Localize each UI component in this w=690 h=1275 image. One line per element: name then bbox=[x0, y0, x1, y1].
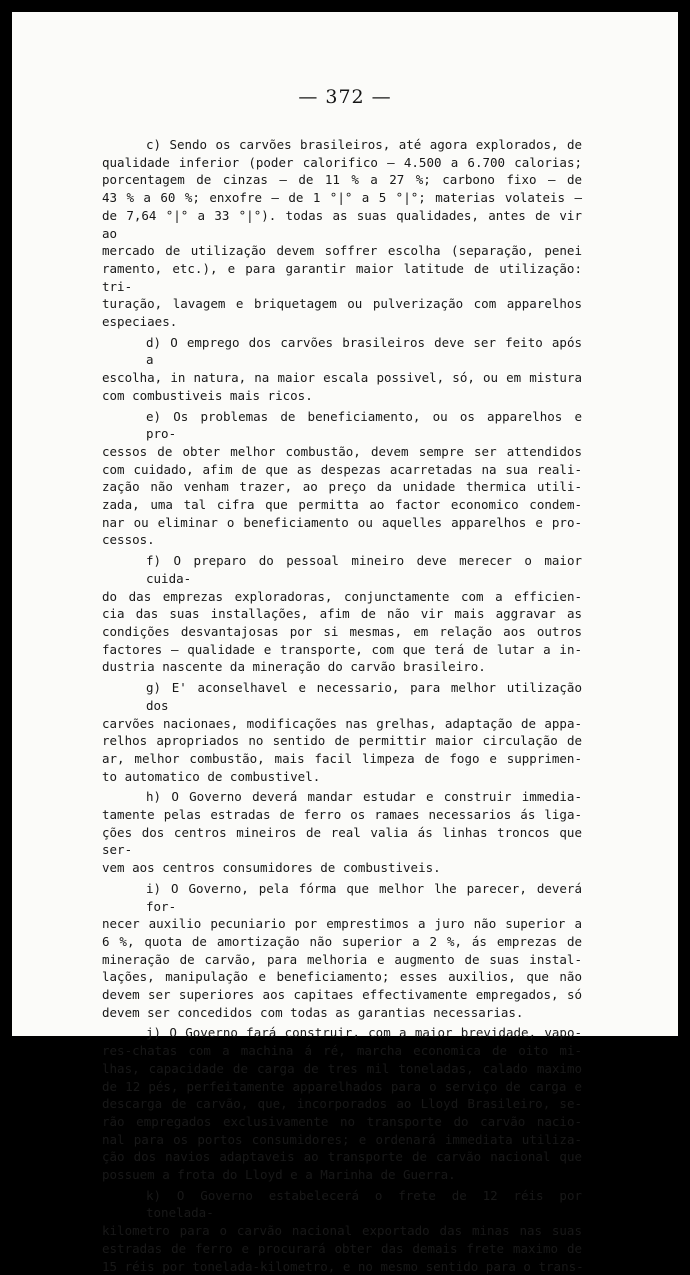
paragraph bbox=[102, 880, 582, 1022]
text-line: e) Os problemas de beneficiamento, ou os apparelhos e pro- bbox=[146, 408, 582, 442]
paragraph bbox=[102, 1024, 582, 1183]
paragraph bbox=[102, 136, 582, 331]
text-line: lações, manipulação e beneficiamento; esses auxilios, que não bbox=[102, 969, 582, 985]
text-line: g) E' aconselhavel e necessario, para melhor utilização dos bbox=[146, 680, 582, 713]
text-line: cessos. bbox=[102, 532, 155, 548]
text-line: carvões nacionaes, modificações nas grelhas, adaptação de appa- bbox=[102, 715, 582, 731]
text-line: de 12 pés, perfeitamente apparelhados para o serviço de carga e bbox=[102, 1078, 582, 1094]
text-line: com cuidado, afim de que as despezas acarretadas na sua reali- bbox=[102, 461, 582, 477]
text-line: relhos apropriados no sentido de permittir maior circulação de bbox=[102, 733, 582, 749]
text-line: mercado de utilização devem soffrer escolha (separação, penei bbox=[102, 243, 582, 259]
paragraph bbox=[102, 679, 582, 785]
text-line: ção dos navios adaptaveis ao transporte de carvão nacional que bbox=[102, 1149, 582, 1165]
text-line: 15 réis por tonelada-kilometro, e no mesmo sentido para o trans- bbox=[102, 1258, 584, 1274]
text-line: descarga de carvão, que, incorporados ao Lloyd Brasileiro, se- bbox=[102, 1096, 582, 1112]
text-line: especiaes. bbox=[102, 314, 178, 330]
text-line: lhas, capacidade de carga de tres mil toneladas, calado maximo bbox=[102, 1060, 582, 1076]
text-line: j) O Governo fará construir, com a maior brevidade, vapo- bbox=[146, 1025, 582, 1041]
text-line: condições desvantajosas por si mesmas, em relação aos outros bbox=[102, 623, 582, 639]
text-line: f) O preparo do pessoal mineiro deve merecer o maior cuida- bbox=[146, 553, 582, 586]
text-line: dustria nascente da mineração do carvão brasileiro. bbox=[102, 659, 486, 675]
text-line: kilometro para o carvão nacional exportado das minas nas suas bbox=[102, 1223, 582, 1239]
text-line: estradas de ferro e procurará obter das demais frete maximo de bbox=[102, 1240, 582, 1256]
text-line: res-chatas com a machina á ré, marcha economica de oito mi- bbox=[102, 1043, 582, 1059]
text-line: devem ser superiores aos capitaes effectivamente empregados, só bbox=[102, 987, 582, 1003]
text-line: ar, melhor combustão, mais facil limpeza de fogo e supprimen- bbox=[102, 750, 582, 766]
paragraph bbox=[102, 1187, 582, 1275]
text-line: escolha, in natura, na maior escala possivel, só, ou em mistura bbox=[102, 370, 582, 386]
text-line: 6 %, quota de amortização não superior a 2 %, ás emprezas de bbox=[102, 933, 582, 949]
text-line: nal para os portos consumidores; e ordenará immediata utiliza- bbox=[102, 1131, 582, 1147]
text-line: possuem a frota do Lloyd e a Marinha de Guerra. bbox=[102, 1167, 456, 1183]
text-line: factores — qualidade e transporte, com que terá de lutar a in- bbox=[102, 641, 582, 657]
text-line: c) Sendo os carvões brasileiros, até agora explorados, de bbox=[146, 137, 582, 152]
text-line: vem aos centros consumidores de combustiveis. bbox=[102, 860, 441, 876]
text-line: tamente pelas estradas de ferro os ramaes necessarios ás liga- bbox=[102, 807, 582, 823]
text-line: 43 % a 60 %; enxofre — de 1 °|° a 5 °|°; materias volateis — bbox=[102, 190, 582, 206]
paragraph bbox=[102, 552, 582, 676]
text-line: rão empregados exclusivamente no transporte do carvão nacio- bbox=[102, 1113, 582, 1129]
text-line: zada, uma tal cifra que permitta ao factor economico condem- bbox=[102, 497, 582, 513]
text-line: devem ser concedidos com todas as garantias necessarias. bbox=[102, 1004, 524, 1020]
text-line: mineração de carvão, para melhoria e augmento de suas instal- bbox=[102, 951, 582, 967]
paragraph bbox=[102, 408, 582, 550]
document-body bbox=[102, 136, 584, 1274]
paragraph bbox=[102, 334, 582, 405]
document-page bbox=[12, 12, 678, 1274]
text-line: porcentagem de cinzas — de 11 % a 27 %; carbono fixo — de bbox=[102, 172, 582, 188]
page-number: — 372 — bbox=[298, 86, 392, 108]
text-line: nar ou eliminar o beneficiamento ou aquelles apparelhos e pro- bbox=[102, 514, 582, 530]
text-line: do das emprezas exploradoras, conjunctamente com a efficien- bbox=[102, 588, 582, 604]
text-line: ramento, etc.), e para garantir maior latitude de utilização: tri- bbox=[102, 260, 582, 294]
text-line: de 7,64 °|° a 33 °|°). todas as suas qualidades, antes de vir ao bbox=[102, 207, 582, 241]
text-line: k) O Governo estabelecerá o frete de 12 réis por tonelada- bbox=[146, 1187, 582, 1221]
text-line: ções dos centros mineiros de real valia ás linhas troncos que ser- bbox=[102, 824, 582, 858]
text-line: cia das suas installações, afim de não vir mais aggravar as bbox=[102, 606, 582, 622]
text-line: d) O emprego dos carvões brasileiros deve ser feito após a bbox=[146, 334, 582, 368]
text-line: necer auxilio pecuniario por emprestimos a juro não superior a bbox=[102, 916, 582, 932]
text-line: i) O Governo, pela fórma que melhor lhe parecer, deverá for- bbox=[146, 880, 582, 914]
text-line: qualidade inferior (poder calorifico — 4.500 a 6.700 calorias; bbox=[102, 154, 582, 170]
text-line: cessos de obter melhor combustão, devem sempre ser attendidos bbox=[102, 443, 582, 459]
text-line: to automatico de combustivel. bbox=[102, 768, 321, 784]
text-line: zação não venham trazer, ao preço da unidade thermica utili- bbox=[102, 479, 582, 495]
text-line: com combustiveis mais ricos. bbox=[102, 387, 313, 403]
paragraph bbox=[102, 788, 582, 877]
text-line: h) O Governo deverá mandar estudar e construir immedia- bbox=[146, 789, 582, 805]
text-line: turação, lavagem e briquetagem ou pulverização com apparelhos bbox=[102, 296, 582, 312]
